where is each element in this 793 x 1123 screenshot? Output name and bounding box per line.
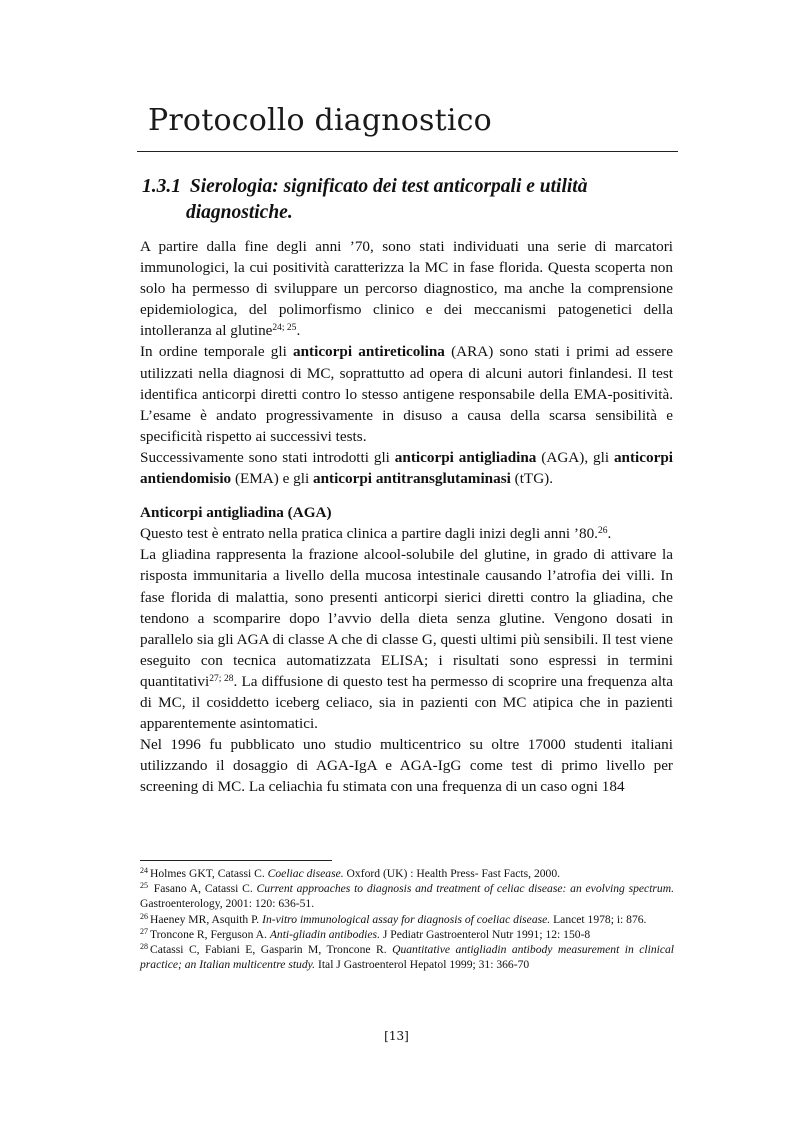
footnote-authors: Holmes GKT, Catassi C. bbox=[150, 867, 268, 880]
subheading-aga: Anticorpi antigliadina (AGA) bbox=[140, 504, 332, 522]
footnote-authors: Catassi C, Fabiani E, Gasparin M, Troncone R. bbox=[150, 943, 393, 957]
paragraph-3-text-d: (tTG). bbox=[510, 470, 554, 488]
citation-24-25: 24; 25 bbox=[272, 323, 297, 334]
paragraph-3 bbox=[140, 447, 673, 489]
paragraph-5-end: . La diffusione di questo test ha permesso di scoprire una frequenza alta di MC, il cosiddetto iceberg celiaco, sia in pazienti con MC atipica che in pazienti apparentemente asintomatici. bbox=[140, 672, 674, 733]
footnote-title: Current approaches to diagnosis and treatment of celiac disease: an evolving spectrum. bbox=[256, 882, 674, 896]
term-aga: anticorpi antigliadina bbox=[394, 448, 537, 466]
footnote-title: Anti-gliadin antibodies. bbox=[269, 927, 380, 941]
footnote-title: Coeliac disease. bbox=[267, 867, 344, 880]
footnote-number: 27 bbox=[140, 926, 148, 936]
paragraph-5-text: La gliadina rappresenta la frazione alcool-solubile del glutine, in grado di attivare la risposta immunitaria a livello della mucosa intestinale causando l’atrofia dei villi. In fase florida di malattia, sono presenti anticorpi sierici diretti contro la gliadina, che tendono a scomparire dopo l’avvio della dieta senza glutine. Vengono dosati in parallelo sia gli AGA di classe A che di classe G, questi ultimi più sensibili. Il test viene eseguito con tecnica automatizzata ELISA; i risultati sono espressi in termini quantitativi bbox=[140, 546, 673, 690]
paragraph-1-end: . bbox=[296, 322, 301, 340]
footnote-number: 24 bbox=[140, 866, 148, 875]
footnote-authors: Troncone R, Ferguson A. bbox=[150, 927, 270, 941]
term-ara: anticorpi antireticolina bbox=[293, 343, 445, 361]
paragraph-6 bbox=[140, 734, 673, 797]
footnote-27 bbox=[140, 927, 674, 942]
footnote-25 bbox=[140, 881, 674, 911]
paragraph-1 bbox=[140, 236, 673, 341]
paragraph-4 bbox=[140, 523, 673, 544]
paragraph-2 bbox=[140, 341, 673, 446]
paragraph-3-text-c: (EMA) e gli bbox=[231, 470, 313, 488]
footnote-title: In-vitro immunological assay for diagnosis of coeliac disease. bbox=[262, 912, 551, 926]
footnote-28 bbox=[140, 942, 674, 972]
footnote-source: Ital J Gastroenterol Hepatol 1999; 31: 366-70 bbox=[315, 958, 530, 972]
footnote-source: Lancet 1978; i: 876. bbox=[550, 912, 647, 926]
paragraph-2-text-b: (ARA) sono stati i primi ad essere utilizzati nella diagnosi di MC, soprattutto ad opera di alcuni autori finlandesi. Il test identifica anticorpi diretti contro lo stesso antigene responsabile della EMA-positività. L’esame è andato progressivamente in disuso a causa della scarsa sensibilità e specificità rispetto ai successivi tests. bbox=[140, 343, 673, 445]
footnote-divider bbox=[140, 860, 332, 861]
paragraph-5 bbox=[140, 544, 673, 734]
section-title-line2: diagnostiche. bbox=[186, 202, 293, 223]
footnote-number: 28 bbox=[140, 942, 148, 952]
paragraph-3-text-b: (AGA), gli bbox=[536, 448, 614, 466]
chapter-title: Protocollo diagnostico bbox=[148, 103, 492, 138]
title-divider bbox=[137, 151, 678, 152]
body-text bbox=[140, 236, 673, 797]
paragraph-1-text: A partire dalla fine degli anni ’70, sono stati individuati una serie di marcatori immunologici, la cui positività caratterizza la MC in fase florida. Questa scoperta non solo ha permesso di sviluppare un percorso diagnostico, ma anche la comprensione epidemiologica, del polimorfismo clinico e dei meccanismi patogenetici della intolleranza al glutine bbox=[140, 238, 673, 340]
section-heading bbox=[142, 174, 662, 226]
footnote-source: Gastroenterology, 2001: 120: 636-51. bbox=[140, 897, 315, 911]
term-ema: anticorpi antiendomisio bbox=[140, 448, 673, 488]
footnote-title: Quantitative antigliadin antibody measurement in clinical practice; an Italian multicentre study. bbox=[140, 943, 675, 972]
footnote-source: Oxford (UK) : Health Press- Fast Facts, 2000. bbox=[343, 867, 561, 880]
citation-26: 26 bbox=[597, 526, 608, 537]
section-title-line1: Sierologia: significato dei test anticorpali e utilità bbox=[189, 176, 588, 197]
paragraph-4-end: . bbox=[607, 525, 612, 543]
page-number: [13] bbox=[384, 1029, 409, 1043]
footnote-number: 26 bbox=[140, 911, 148, 921]
footnote-authors: Fasano A, Catassi C. bbox=[150, 882, 257, 896]
citation-27-28: 27; 28 bbox=[209, 673, 234, 684]
paragraph-2-text-a: In ordine temporale gli bbox=[140, 343, 293, 361]
paragraph-3-text-a: Successivamente sono stati introdotti gli bbox=[140, 448, 395, 466]
paragraph-6-text: Nel 1996 fu pubblicato uno studio multicentrico su oltre 17000 studenti italiani utilizzando il dosaggio di AGA-IgA e AGA-IgG come test di primo livello per screening di MC. La celiachia fu stimata con una frequenza di un caso ogni 184 bbox=[140, 736, 673, 796]
footnote-24 bbox=[140, 866, 674, 881]
term-ttg: anticorpi antitransglutaminasi bbox=[312, 470, 511, 488]
footnote-26 bbox=[140, 912, 674, 927]
footnotes bbox=[140, 866, 674, 972]
footnote-source: J Pediatr Gastroenterol Nutr 1991; 12: 150-8 bbox=[379, 927, 591, 941]
footnote-authors: Haeney MR, Asquith P. bbox=[150, 912, 263, 926]
paragraph-4-text: Questo test è entrato nella pratica clinica a partire dagli inizi degli anni ’80. bbox=[140, 525, 598, 543]
footnote-number: 25 bbox=[140, 881, 148, 891]
section-number: 1.3.1 bbox=[142, 176, 181, 197]
